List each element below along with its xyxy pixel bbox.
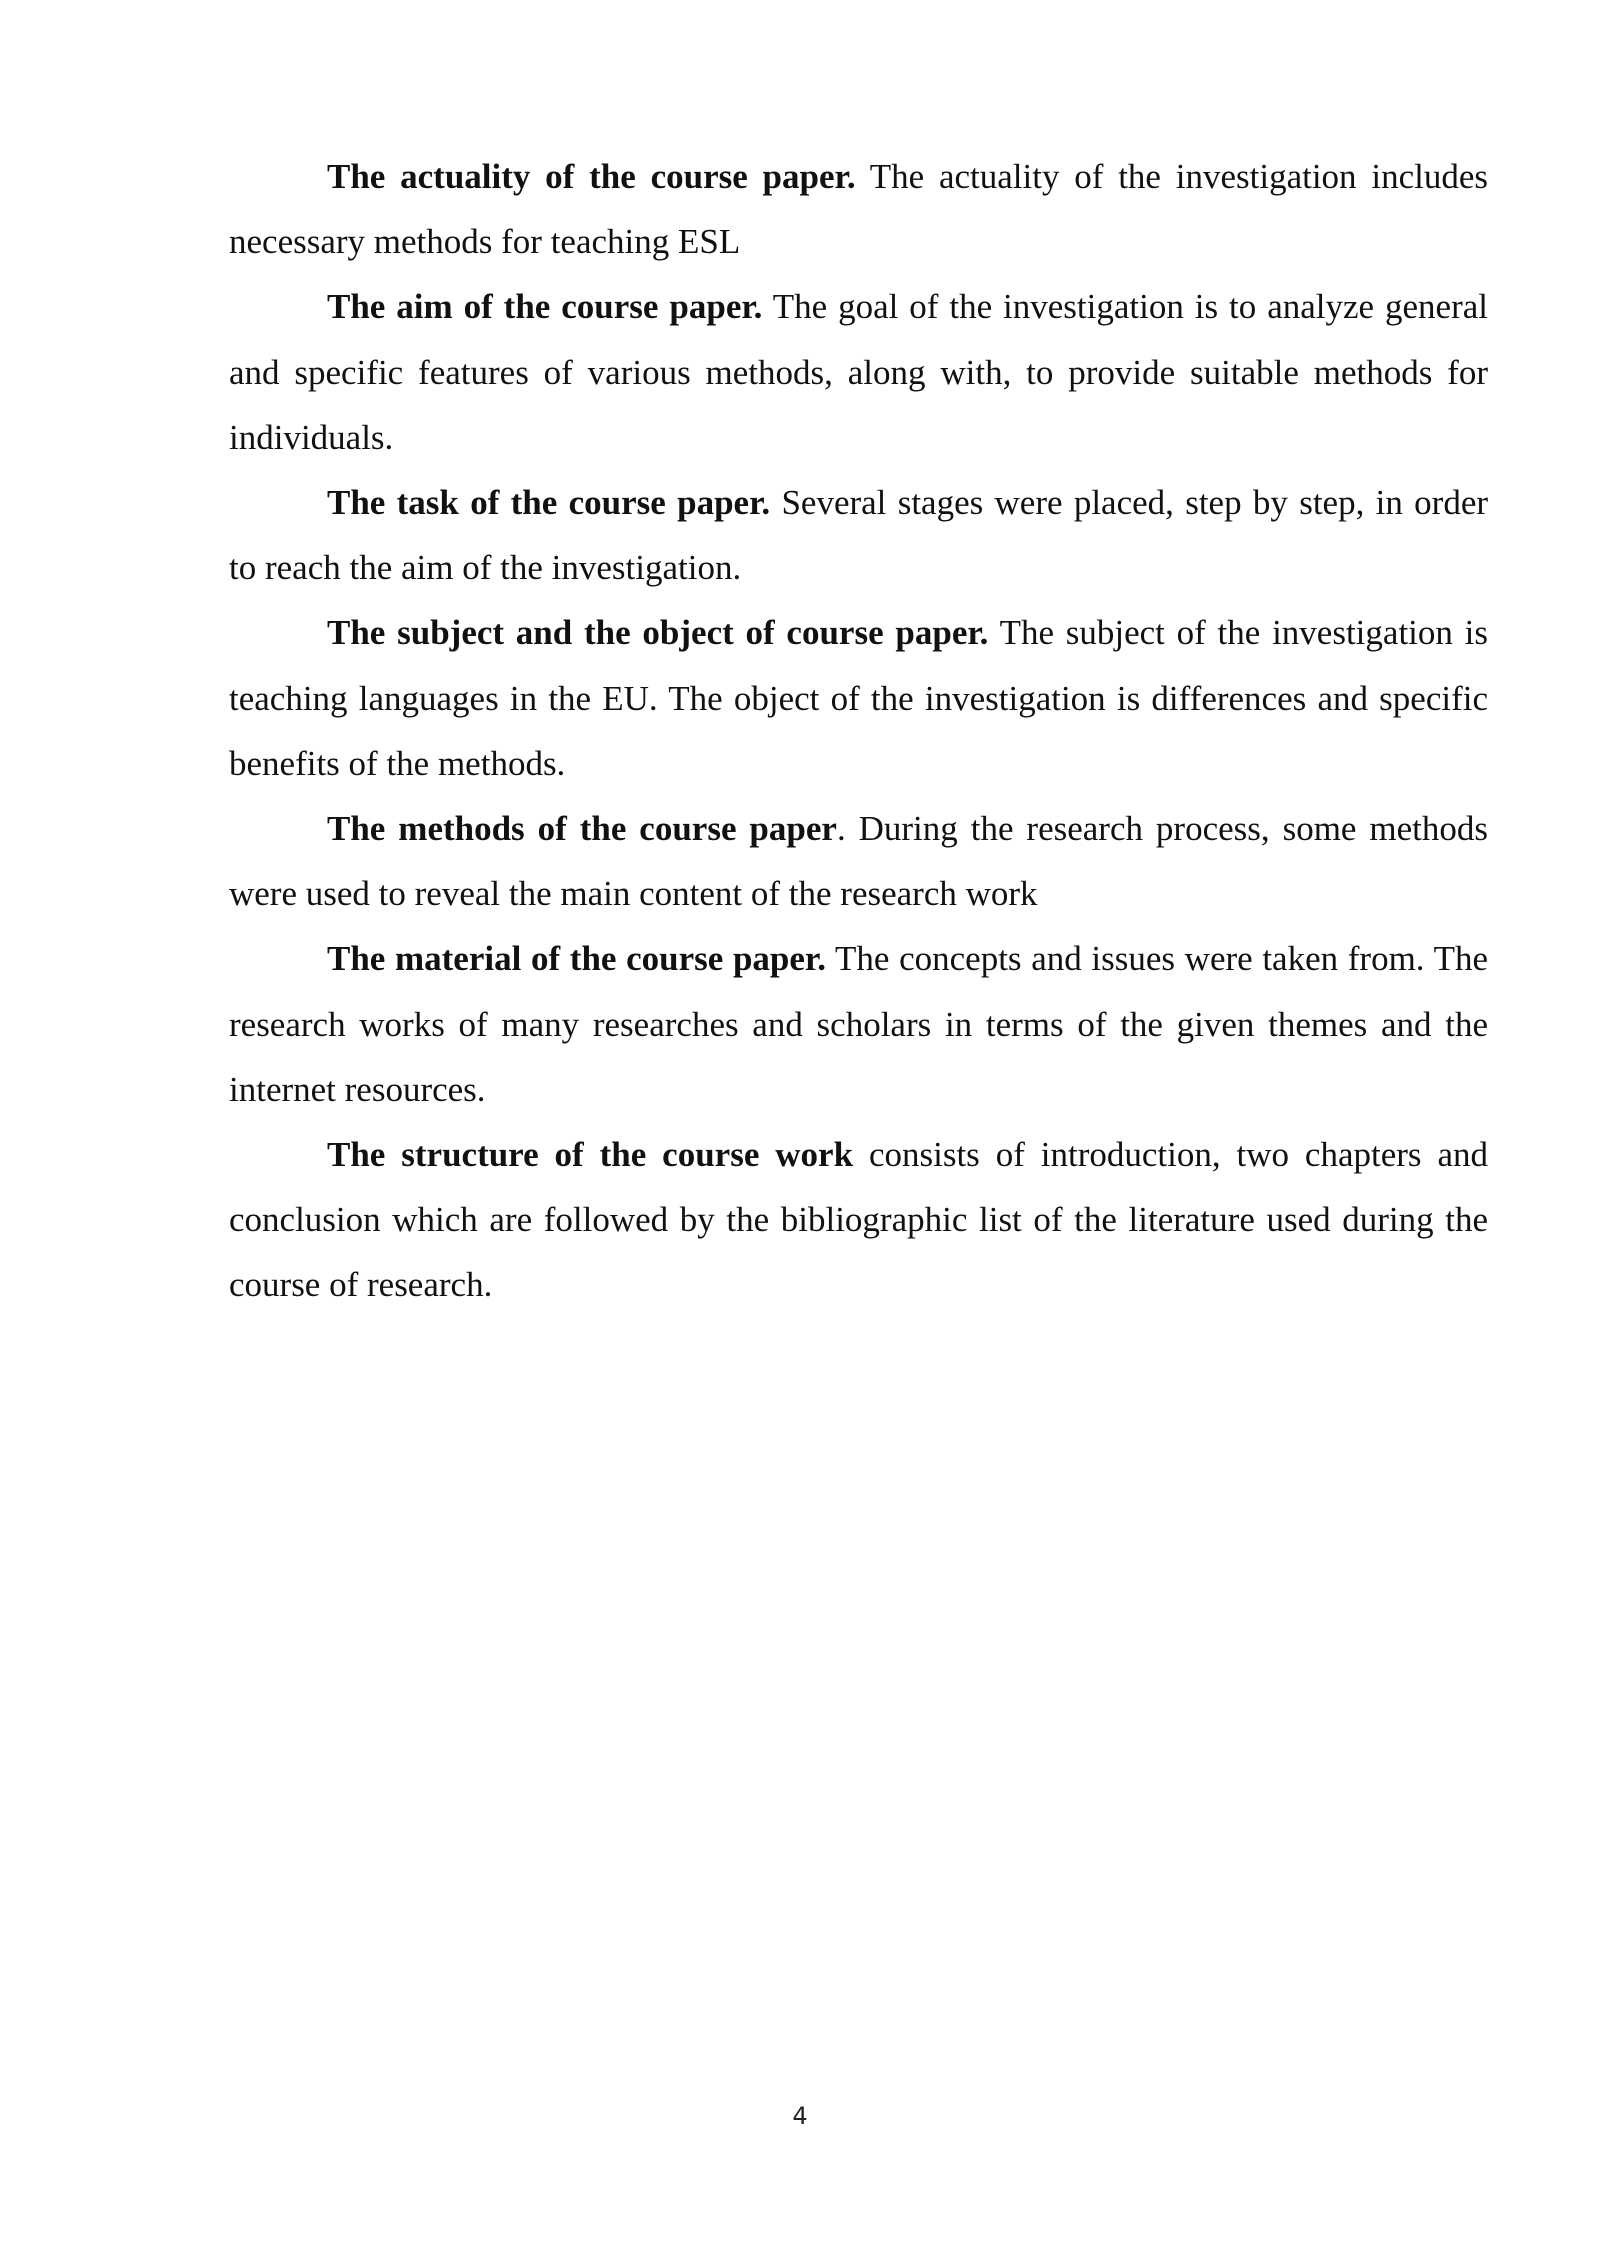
- paragraph-heading: The subject and the object of course paper.: [327, 613, 989, 653]
- paragraph-text: Several stages were placed, step by step, in order to reach the aim of the investigation.: [229, 483, 1489, 588]
- paragraph-heading: The material of the course paper.: [327, 939, 826, 979]
- paragraph-text: The actuality of the investigation includes necessary methods for teaching ESL: [229, 157, 1488, 262]
- paragraph-task: [229, 470, 1488, 600]
- paragraph-subject-object: [229, 600, 1488, 796]
- paragraph-actuality: [229, 144, 1488, 274]
- paragraph-text: The subject of the investigation is teaching languages in the EU. The object of the investigation is differences and specific benefits of the methods.: [229, 613, 1488, 783]
- page-body: [229, 144, 1488, 1318]
- paragraph-aim: [229, 274, 1488, 470]
- paragraph-material: [229, 926, 1488, 1122]
- page-number: 4: [792, 2102, 808, 2130]
- paragraph-text: consists of introduction, two chapters and conclusion which are followed by the bibliographic list of the literature used during the course of research.: [229, 1135, 1488, 1305]
- paragraph-text: . During the research process, some methods were used to reveal the main content of the research work: [229, 809, 1488, 914]
- paragraph-heading: The structure of the course work: [327, 1135, 854, 1175]
- paragraph-heading: The actuality of the course paper.: [327, 157, 856, 196]
- paragraph-text: The concepts and issues were taken from. The research works of many researches and scholars in terms of the given themes and the internet resources.: [229, 939, 1488, 1109]
- paragraph-text: The goal of the investigation is to analyze general and specific features of various methods, along with, to provide suitable methods for individuals.: [229, 287, 1488, 457]
- paragraph-structure: [229, 1122, 1488, 1318]
- paragraph-methods: [229, 796, 1488, 926]
- paragraph-heading: The aim of the course paper.: [327, 287, 763, 327]
- paragraph-heading: The task of the course paper.: [327, 483, 771, 523]
- paragraph-heading: The methods of the course paper: [327, 809, 837, 849]
